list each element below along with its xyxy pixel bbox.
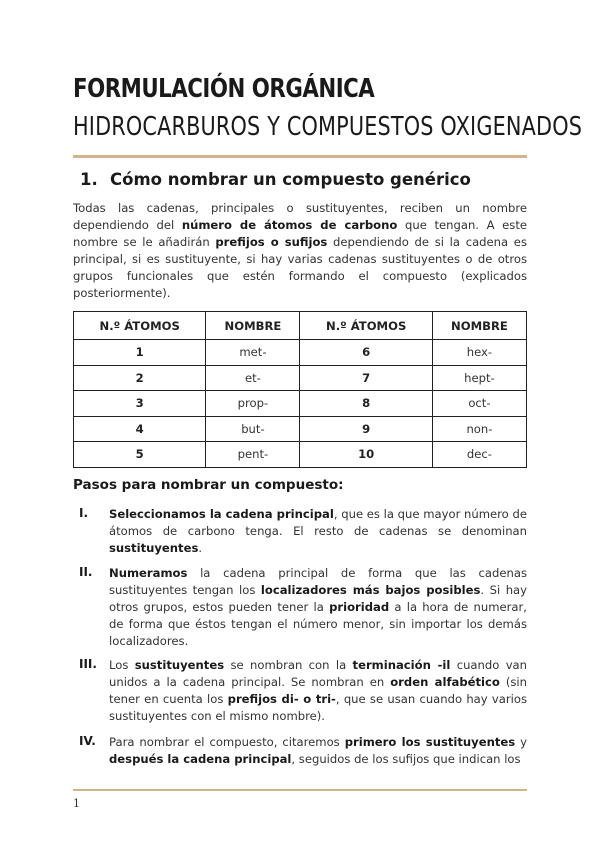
prefix-cell: oct- bbox=[432, 391, 526, 417]
step-run: la cadena principal de forma que las cadenas sustituyentes tengan los bbox=[109, 566, 527, 597]
atom-count-cell: 3 bbox=[74, 391, 206, 417]
prefix-cell: pent- bbox=[206, 442, 300, 468]
step-text bbox=[109, 734, 527, 768]
step-bold: después la cadena principal bbox=[109, 752, 292, 766]
step-bold: sustituyentes bbox=[109, 541, 199, 555]
atom-count-cell: 6 bbox=[300, 340, 432, 366]
intro-bold: número de átomos de carbono bbox=[181, 218, 398, 232]
atom-count-cell: 7 bbox=[300, 365, 432, 391]
intro-paragraph bbox=[73, 200, 527, 302]
prefix-cell: met- bbox=[206, 340, 300, 366]
step-numeral: IV. bbox=[79, 734, 96, 748]
step-run: . Si hay otros grupos, estos pueden tener la bbox=[109, 583, 528, 614]
table-row bbox=[74, 391, 527, 417]
intro-text: que tengan. A este nombre se le añadirán bbox=[73, 218, 528, 249]
document-title: FORMULACIÓN ORGÁNICA bbox=[73, 74, 375, 104]
step-run: , que se usan cuando hay varios sustituyentes con el mismo nombre). bbox=[109, 692, 527, 723]
step-run: . bbox=[198, 541, 203, 555]
step-text bbox=[109, 657, 527, 725]
atom-count-cell: 5 bbox=[74, 442, 206, 468]
step-numeral: II. bbox=[79, 565, 93, 579]
step-run: se nombran con la bbox=[224, 658, 353, 672]
table-row bbox=[74, 340, 527, 366]
step-run: cuando van unidos a la cadena principal. Se nombran en bbox=[109, 658, 528, 689]
table-row bbox=[74, 365, 527, 391]
atom-count-cell: 2 bbox=[74, 365, 206, 391]
atom-count-cell: 4 bbox=[74, 416, 206, 442]
step-text bbox=[109, 506, 527, 557]
section-heading bbox=[80, 170, 471, 189]
atom-count-cell: 9 bbox=[300, 416, 432, 442]
step-run: Los bbox=[109, 658, 135, 672]
atom-count-cell: 10 bbox=[300, 442, 432, 468]
step-numeral: III. bbox=[79, 657, 97, 671]
table-row bbox=[74, 416, 527, 442]
step-run: , que es la que mayor número de átomos de carbono tenga. El resto de cadenas se denominan bbox=[109, 507, 527, 538]
step-text bbox=[109, 565, 527, 650]
intro-text: dependiendo de si la cadena es principal, si es sustituyente, si hay varias cadenas sustituyentes o de otros grupos funcionales que estén formando el compuesto (explicados posteriormente). bbox=[73, 235, 527, 300]
table-row bbox=[74, 442, 527, 468]
page-number: 1 bbox=[73, 797, 80, 810]
step-bold: prioridad bbox=[329, 600, 390, 614]
section-number: 1. bbox=[80, 170, 98, 189]
step-run: (sin tener en cuenta los bbox=[109, 675, 527, 706]
step-bold: primero los sustituyentes bbox=[344, 735, 516, 749]
column-header-name: NOMBRE bbox=[432, 312, 526, 340]
header-divider bbox=[73, 155, 527, 158]
table-header-row bbox=[74, 312, 527, 340]
step-bold: Numeramos bbox=[109, 566, 188, 580]
column-header-name: NOMBRE bbox=[206, 312, 300, 340]
column-header-atoms: N.º ÁTOMOS bbox=[74, 312, 206, 340]
section-title: Cómo nombrar un compuesto genérico bbox=[110, 170, 471, 189]
step-bold: localizadores más bajos posibles bbox=[260, 583, 481, 597]
step-numeral: I. bbox=[79, 506, 89, 520]
prefix-cell: dec- bbox=[432, 442, 526, 468]
step-run: a la hora de numerar, de forma que éstos tengan el número menor, sin importar los demás localizadores. bbox=[109, 600, 527, 648]
prefix-cell: hex- bbox=[432, 340, 526, 366]
step-run: , seguidos de los sufijos que indican los bbox=[291, 752, 521, 766]
intro-bold: prefijos o sufijos bbox=[215, 235, 328, 249]
atom-count-cell: 1 bbox=[74, 340, 206, 366]
step-bold: sustituyentes bbox=[134, 658, 225, 672]
step-run: y bbox=[515, 735, 528, 749]
atom-count-cell: 8 bbox=[300, 391, 432, 417]
step-bold: prefijos di- o tri- bbox=[227, 692, 336, 706]
column-header-atoms: N.º ÁTOMOS bbox=[300, 312, 432, 340]
step-bold: Seleccionamos la cadena principal bbox=[109, 507, 334, 521]
prefix-cell: hept- bbox=[432, 365, 526, 391]
steps-heading: Pasos para nombrar un compuesto: bbox=[73, 477, 344, 493]
prefix-cell: but- bbox=[206, 416, 300, 442]
step-bold: orden alfabético bbox=[390, 675, 500, 689]
step-run: Para nombrar el compuesto, citaremos bbox=[109, 735, 345, 749]
prefix-cell: prop- bbox=[206, 391, 300, 417]
footer-divider bbox=[73, 789, 527, 791]
prefix-cell: non- bbox=[432, 416, 526, 442]
document-subtitle: HIDROCARBUROS Y COMPUESTOS OXIGENADOS bbox=[73, 112, 583, 142]
intro-text: Todas las cadenas, principales o sustituyentes, reciben un nombre dependiendo del bbox=[73, 201, 527, 232]
prefix-cell: et- bbox=[206, 365, 300, 391]
step-bold: terminación -il bbox=[352, 658, 451, 672]
carbon-prefix-table bbox=[73, 311, 527, 468]
